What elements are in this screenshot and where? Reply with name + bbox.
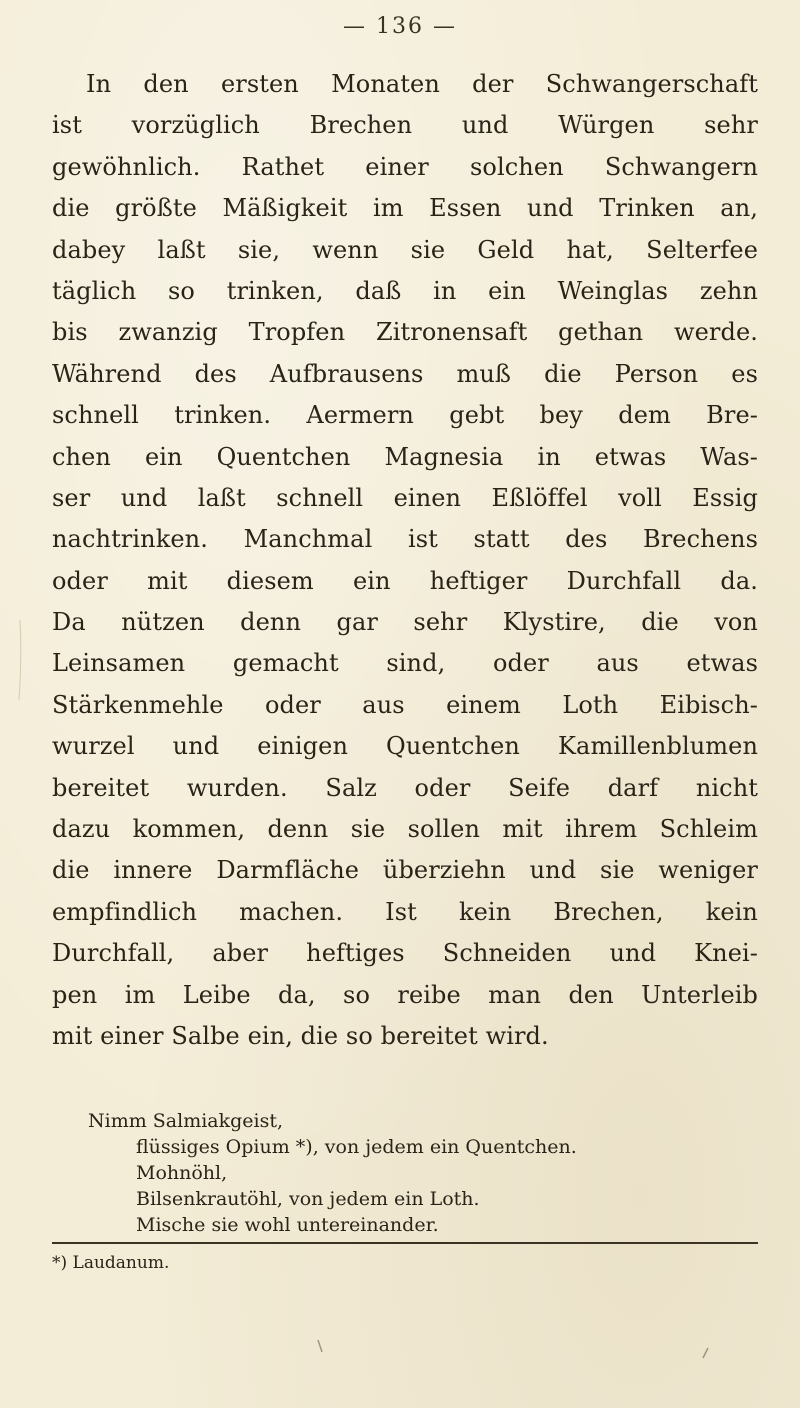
- text-line: dazu kommen, denn sie sollen mit ihrem Schleim: [52, 815, 758, 844]
- ink-speck: [318, 1340, 322, 1352]
- ink-speck: [703, 1348, 708, 1358]
- recipe-line: Bilsenkrautöhl, von jedem ein Loth.: [136, 1188, 480, 1210]
- footnote: *) Laudanum.: [52, 1253, 170, 1273]
- text-line: die innere Darmfläche überziehn und sie weniger: [52, 856, 758, 885]
- text-line: Durchfall, aber heftiges Schneiden und Knei-: [52, 939, 758, 968]
- text-line: gewöhnlich. Rathet einer solchen Schwangern: [52, 152, 758, 181]
- text-line: dabey laßt sie, wenn sie Geld hat, Selterfee: [52, 235, 758, 264]
- recipe-line: Mische sie wohl untereinander.: [136, 1214, 439, 1236]
- text-line: wurzel und einigen Quentchen Kamillenblumen: [52, 732, 758, 761]
- recipe-line: Mohnöhl,: [136, 1162, 228, 1184]
- text-line: schnell trinken. Aermern gebt bey dem Bre-: [52, 401, 758, 430]
- text-line: chen ein Quentchen Magnesia in etwas Was-: [52, 442, 758, 471]
- text-line: Leinsamen gemacht sind, oder aus etwas: [52, 649, 758, 678]
- recipe-line: flüssiges Opium *), von jedem ein Quentchen.: [136, 1136, 577, 1158]
- text-line: nachtrinken. Manchmal ist statt des Brechens: [52, 525, 758, 554]
- page-number: — 136 —: [343, 14, 457, 39]
- text-line: oder mit diesem ein heftiger Durchfall da.: [52, 566, 758, 595]
- text-line: mit einer Salbe ein, die so bereitet wird.: [52, 1021, 549, 1050]
- text-line: bis zwanzig Tropfen Zitronensaft gethan werde.: [52, 318, 758, 347]
- text-line: Während des Aufbrausens muß die Person es: [52, 359, 758, 388]
- text-line: empfindlich machen. Ist kein Brechen, kein: [52, 897, 758, 926]
- text-line: täglich so trinken, daß in ein Weinglas zehn: [52, 276, 758, 305]
- text-line: In den ersten Monaten der Schwangerschaft: [86, 70, 758, 98]
- text-line: ist vorzüglich Brechen und Würgen sehr: [52, 111, 758, 140]
- text-line: Stärkenmehle oder aus einem Loth Eibisch-: [52, 690, 758, 719]
- text-line: bereitet wurden. Salz oder Seife darf nicht: [52, 773, 758, 802]
- recipe-line: Nimm Salmiakgeist,: [88, 1110, 284, 1132]
- paper-crease: [19, 620, 21, 700]
- text-line: Da nützen denn gar sehr Klystire, die von: [52, 608, 758, 637]
- text-line: ser und laßt schnell einen Eßlöffel voll Essig: [52, 483, 758, 512]
- text-line: pen im Leibe da, so reibe man den Unterleib: [52, 980, 758, 1009]
- text-line: die größte Mäßigkeit im Essen und Trinken an,: [52, 194, 758, 223]
